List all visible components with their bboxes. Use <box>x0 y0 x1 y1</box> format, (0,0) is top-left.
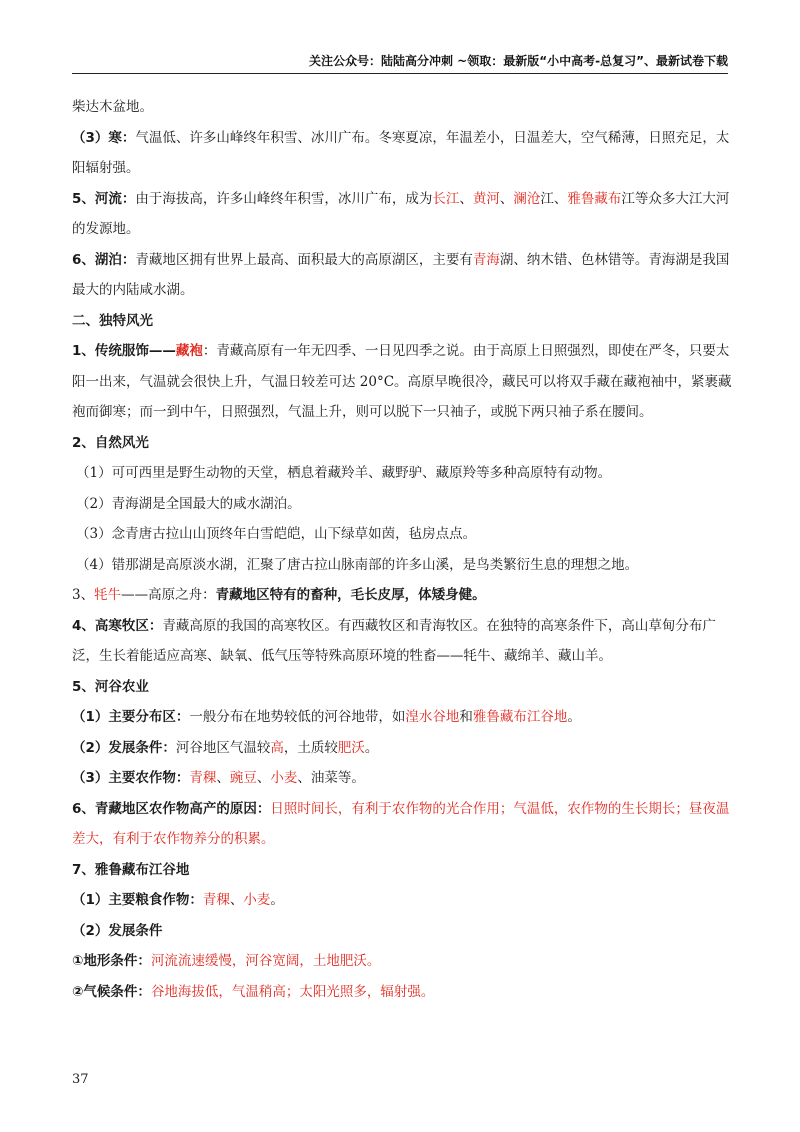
section-title: 二、独特风光 <box>72 312 153 329</box>
text: 河谷地区气温较 <box>175 739 271 756</box>
paragraph-rivers <box>72 184 736 245</box>
highlight: 藏袍 <box>175 343 203 359</box>
text: ：青藏高原有一年无四季、一日见四季之说。由于高原上日照强烈，即使在严冬，只要太阳一出来，气温就会很快上升，气温日较差可达 20°C。高原早晚很冷，藏民可以将双手藏在藏袍袖中，紧裹藏袍而御寒；而一到中午，日照强烈，气温上升，则可以脱下一只袖子，或脱下两只袖子系在腰间。 <box>72 343 732 420</box>
highlight: 雅鲁藏布 <box>567 190 622 207</box>
paragraph-conditions <box>72 733 736 764</box>
list-item: （1）可可西里是野生动物的天堂，栖息着藏羚羊、藏野驴、藏原羚等多种高原特有动物。 <box>76 465 612 481</box>
highlight: 青海 <box>472 251 500 268</box>
paragraph-distribution <box>72 702 736 733</box>
text: 和 <box>459 709 473 725</box>
highlight: 河流流速缓慢，河谷宽阔，土地肥沃。 <box>150 953 381 969</box>
text: 一般分布在地势较低的河谷地带，如 <box>189 709 406 725</box>
heading: 1、传统服饰—— <box>72 343 176 359</box>
document-body <box>72 92 736 1007</box>
text: ——高原之舟： <box>121 587 216 603</box>
highlight: 青稞 <box>202 892 230 908</box>
subsection-title: 5、河谷农业 <box>72 678 149 695</box>
list-item: （3）念青唐古拉山山顶终年白雪皑皑，山下绿草如茵，毡房点点。 <box>76 526 477 542</box>
heading: 6、湖泊： <box>72 251 136 268</box>
paragraph-yak <box>72 580 736 611</box>
text: 3、 <box>72 587 95 603</box>
text: 青藏地区拥有世界上最高、面积最大的高原湖区，主要有 <box>135 251 473 268</box>
highlight: 湟水谷地 <box>405 709 460 725</box>
list-item: （2）青海湖是全国最大的咸水湖泊。 <box>76 495 301 512</box>
heading: （2）发展条件： <box>72 739 176 756</box>
heading: 5、河流： <box>72 190 136 207</box>
paragraph-lakes <box>72 245 736 306</box>
paragraph-terrain <box>72 946 736 977</box>
text: 。 <box>567 709 581 725</box>
text: 由于海拔高，许多山峰终年积雪，冰川广布，成为 <box>135 190 433 207</box>
heading: （3）寒： <box>72 129 136 146</box>
highlight: 谷地海拔低，气温稍高；太阳光照多，辐射强。 <box>150 983 435 1000</box>
text-line <box>72 92 736 123</box>
highlight: 小麦 <box>270 770 298 786</box>
paragraph-pasture <box>72 611 736 672</box>
paragraph-climate <box>72 977 736 1008</box>
text: 。 <box>364 739 379 756</box>
highlight: 雅鲁藏布江谷地 <box>472 709 568 725</box>
highlight: 牦牛 <box>94 587 122 603</box>
text: 、 <box>256 770 271 786</box>
page-header: 关注公众号：陆陆高分冲刺 ~领取：最新版“小中高考-总复习”、最新试卷下载 <box>309 54 728 68</box>
subsection-title: 7、雅鲁藏布江谷地 <box>72 861 190 878</box>
heading: 4、高寒牧区： <box>72 617 163 634</box>
subsection-title: （2）发展条件 <box>72 922 163 939</box>
highlight: 长江 <box>432 190 460 207</box>
highlight: 黄河 <box>472 190 500 207</box>
text: ，土质较 <box>283 739 338 756</box>
text: 、 <box>216 770 230 786</box>
text: 江、 <box>540 190 568 207</box>
highlight: 青稞 <box>189 770 217 786</box>
text: 江等众多大江大河的发源地。 <box>72 190 730 237</box>
header-divider <box>72 73 728 74</box>
text: 、油菜等。 <box>297 770 365 786</box>
heading: ①地形条件： <box>72 953 151 969</box>
list-item: （4）错那湖是高原淡水湖，汇聚了唐古拉山脉南部的许多山溪，是鸟类繁衍生息的理想之地。 <box>76 556 639 573</box>
paragraph-grain <box>72 885 736 916</box>
heading: ②气候条件： <box>72 983 151 1000</box>
highlight: 澜沧 <box>513 190 541 207</box>
text: 青藏高原的我国的高寒牧区。有西藏牧区和青海牧区。在独特的高寒条件下，高山草甸分布广泛，生长着能适应高寒、缺氧、低气压等特殊高原环境的牲畜——牦牛、藏绵羊、藏山羊。 <box>72 617 716 664</box>
heading: 6、青藏地区农作物高产的原因： <box>72 800 271 817</box>
heading: （1）主要粮食作物： <box>72 892 203 908</box>
page-number: 37 <box>72 1072 89 1087</box>
highlight: 小麦 <box>243 892 271 908</box>
subsection-title: 2、自然风光 <box>72 434 149 451</box>
highlight: 肥沃 <box>337 739 365 756</box>
paragraph-cold <box>72 123 736 184</box>
heading: （3）主要农作物： <box>72 770 190 786</box>
heading: （1）主要分布区： <box>72 709 190 725</box>
paragraph-high-yield <box>72 794 736 855</box>
text: 。 <box>270 892 284 908</box>
text: 、 <box>459 190 473 207</box>
highlight: 豌豆 <box>229 770 257 786</box>
highlight: 高 <box>270 739 284 756</box>
text: 湖、纳木错、色林错等。青海湖是我国最大的内陆咸水湖。 <box>72 251 730 298</box>
text: 、 <box>499 190 514 207</box>
paragraph-crops <box>72 763 736 794</box>
text: 、 <box>229 892 244 908</box>
text: 气温低、许多山峰终年积雪、冰川广布。冬寒夏凉，年温差小，日温差大，空气稀薄，日照充足，太阳辐射强。 <box>72 129 730 176</box>
text: 青藏地区特有的畜种，毛长皮厚，体矮身健。 <box>215 587 486 603</box>
highlight: 日照时间长，有利于农作物的光合作用；气温低，农作物的生长期长；昼夜温差大，有利于农作物养分的积累。 <box>72 800 730 847</box>
text: 柴达木盆地。 <box>72 99 153 115</box>
paragraph-costume <box>72 336 736 428</box>
